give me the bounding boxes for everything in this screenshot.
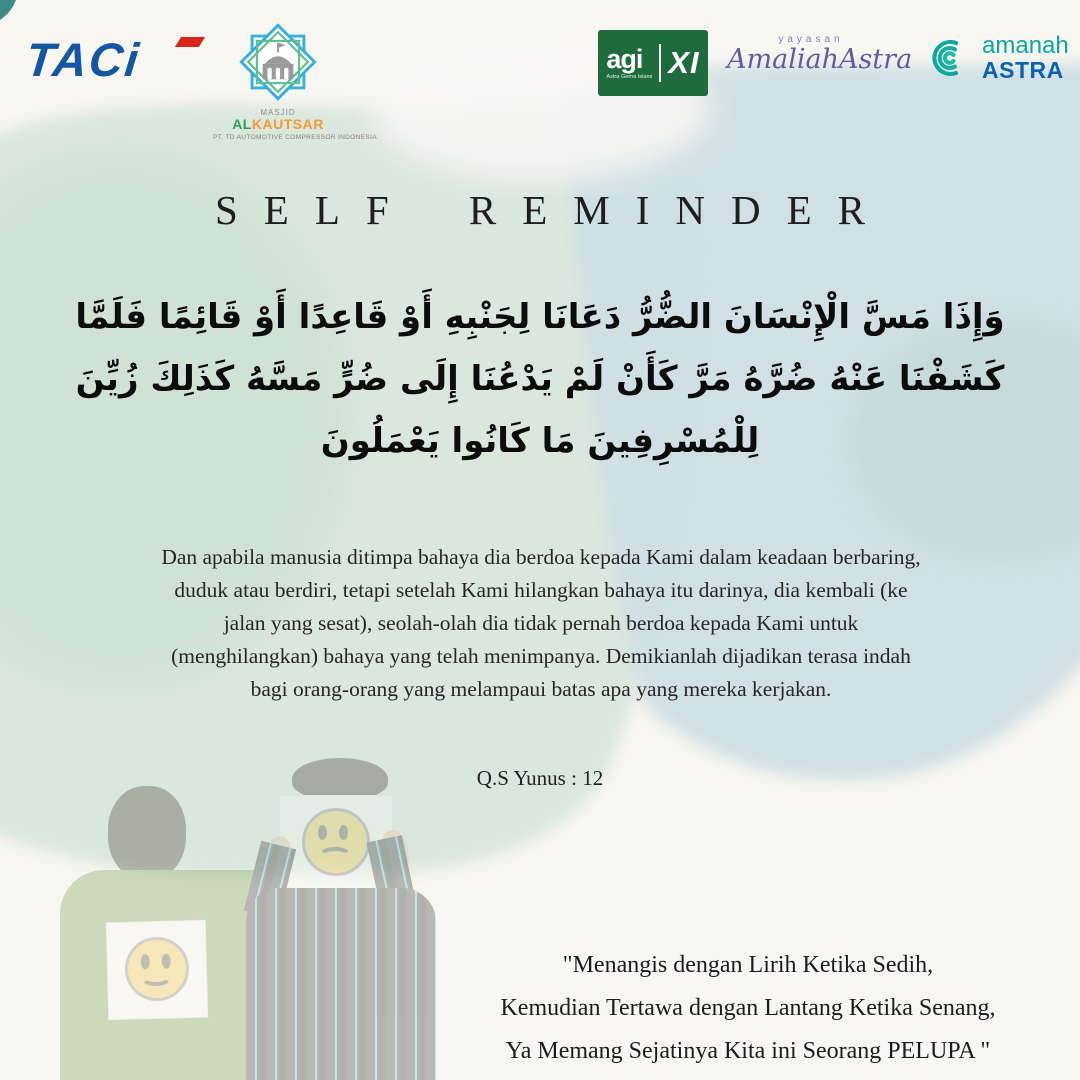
taci-red-accent-icon (175, 37, 205, 47)
masjid-alkautsar-logo (213, 14, 377, 141)
verse-translation: Dan apabila manusia ditimpa bahaya dia berdoa kepada Kami dalam keadaan berbaring, duduk atau berdiri, tetapi setelah Kami hilangkan bahaya itu darinya, dia kembali (ke jalan yang sesat), seolah-olah dia tidak pernah berdoa kepada Kami untuk (menghilangkan) bahaya yang telah menimpanya. Demikianlah dijadikan terasa indah bagi orang-orang yang melampaui batas apa yang mereka kerjakan. (161, 545, 921, 701)
quote-line-2: Kemudian Tertawa dengan Lantang Ketika Senang, (500, 995, 996, 1021)
sad-face-frown (318, 847, 352, 865)
quote-line-3: Ya Memang Sejatinya Kita ini Seorang PELUPA " (505, 1038, 991, 1064)
agi-logo-left (606, 43, 653, 81)
happy-face-smile (140, 968, 172, 987)
verse-reference: Q.S Yunus : 12 (476, 766, 604, 790)
sad-face-icon (302, 808, 370, 876)
amaliah-astra-logo (727, 34, 913, 75)
taci-logo-text: TACi (23, 33, 144, 86)
arabic-verse: وَإِذَا مَسَّ الْإِنْسَانَ الضُّرُّ دَعَانَا لِجَنْبِهِ أَوْ قَاعِدًا أَوْ قَائِمًا فَلَمَّا كَشَفْنَا عَنْهُ ضُرَّهُ مَرَّ كَأَنْ لَمْ يَدْعُنَا إِلَى ضُرٍّ مَسَّهُ كَذَلِكَ زُيِّنَ لِلْمُسْرِفِينَ مَا كَانُوا يَعْمَلُونَ (75, 297, 1005, 461)
happy-face-icon (124, 936, 190, 1002)
person2-striped-shirt (246, 888, 436, 1080)
agi-logo (598, 30, 708, 96)
amaliah-yayasan-label: yayasan (778, 34, 844, 45)
eight-point-star-mosque-icon (230, 14, 326, 110)
sad-face-left-eye (318, 825, 327, 840)
amanah-astra-logo (926, 34, 1069, 82)
sad-face-right-eye (339, 825, 348, 840)
closing-quote (408, 944, 1080, 1073)
person2-hair (292, 758, 388, 800)
masjid-label: MASJID (260, 108, 296, 117)
agi-abbr: agi (606, 43, 643, 74)
happy-face-right-eye (162, 954, 171, 969)
amaliah-astra-script: AmaliahAstra (727, 44, 913, 75)
masjid-name-al: AL (232, 116, 252, 132)
masjid-name (213, 117, 343, 132)
amanah-astra-text (982, 34, 1069, 82)
quote-line-1: "Menangis dengan Lirih Ketika Sedih, (562, 952, 934, 978)
taci-logo (23, 30, 216, 94)
agi-divider (659, 44, 661, 82)
logo-band (0, 0, 1080, 140)
amanah-arcs-icon (926, 34, 974, 82)
happy-face-left-eye (141, 954, 150, 969)
person1-head (108, 786, 186, 880)
faded-photo-two-people (18, 752, 468, 1080)
agi-xi-mark: XI (668, 45, 700, 80)
astra-line: ASTRA (982, 57, 1064, 83)
poster-title: SELF REMINDER (214, 187, 892, 233)
masjid-name-kautsar: KAUTSAR (251, 116, 324, 132)
person1-smiley-card (107, 921, 207, 1020)
amanah-line: amanah (982, 32, 1069, 59)
masjid-company-line: PT. TD AUTOMOTIVE COMPRESSOR INDONESIA (213, 134, 377, 141)
agi-full-name: Astra Gema Islami (606, 73, 653, 80)
